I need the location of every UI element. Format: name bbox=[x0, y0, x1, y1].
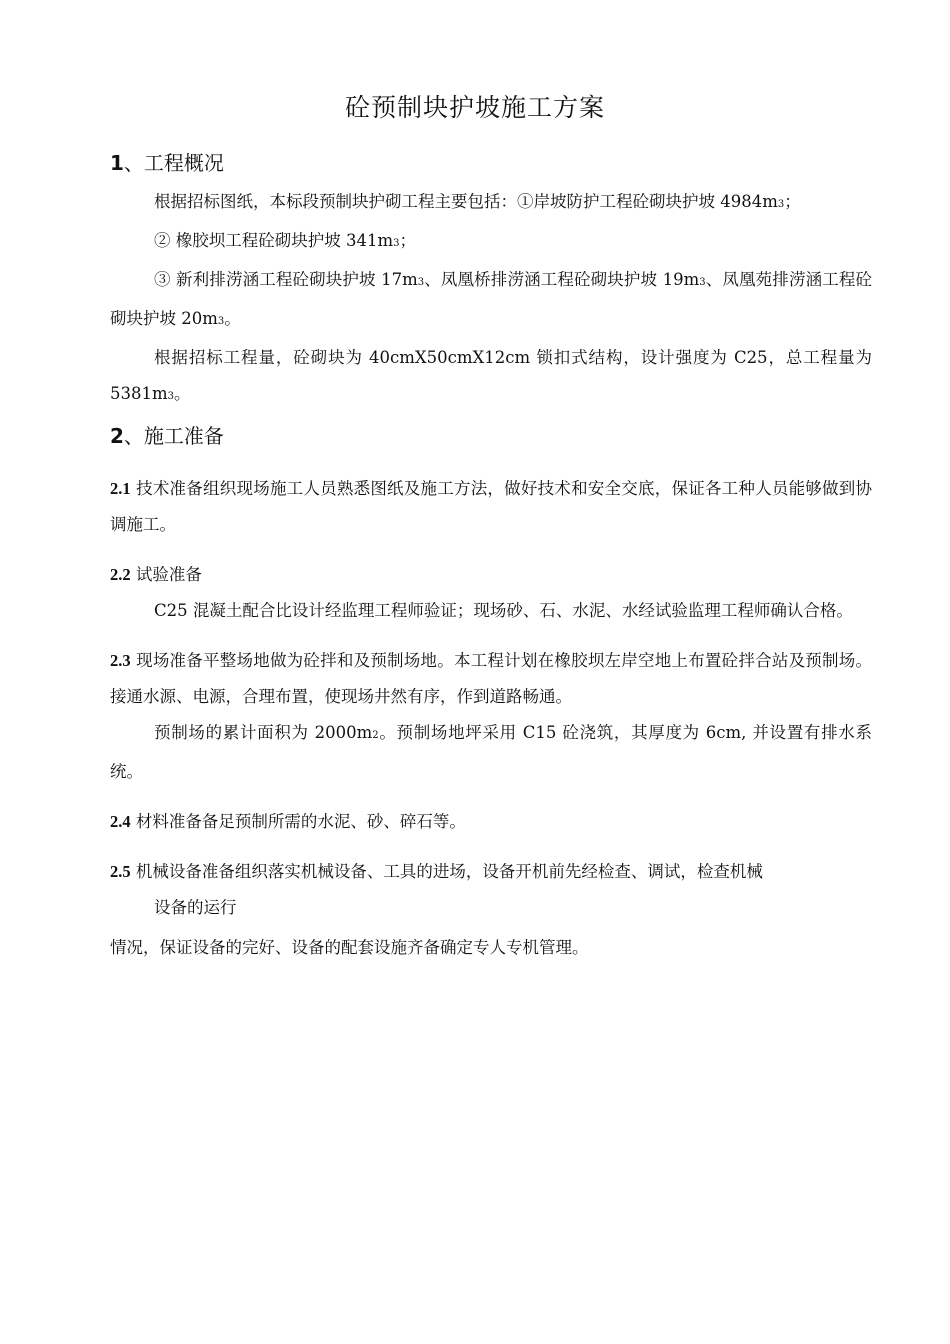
section-2-heading bbox=[110, 419, 872, 453]
item-2-3: 2.3 现场准备平整场地做为砼拌和及预制场地。本工程计划在橡胶坝左岸空地上布置砼拌合站及预制场。接通水源、电源，合理布置，使现场井然有序，作到道路畅通。 bbox=[110, 651, 872, 706]
item-2-5: 2.5 机械设备准备组织落实机械设备、工具的进场，设备开机前先经检查、调试，检查机械 bbox=[110, 862, 763, 881]
section-1-title: 、工程概况 bbox=[123, 151, 224, 175]
item-2-2-body: C25 混凝土配合比设计经监理工程师验证；现场砂、石、水泥、水经试验监理工程师确认合格。 bbox=[154, 601, 853, 620]
section-1-paragraph-4: 根据招标工程量，砼砌块为 40cmX50cmX12cm 锁扣式结构，设计强度为 C25，总工程量为 5381m3。 bbox=[110, 348, 872, 403]
item-2-3-body: 预制场的累计面积为 2000m2。预制场地坪采用 C15 砼浇筑，其厚度为 6cm, 并设置有排水系统。 bbox=[110, 723, 872, 781]
item-2-5-line-3: 情况，保证设备的完好、设备的配套设施齐备确定专人专机管理。 bbox=[110, 938, 589, 957]
item-2-2: 2.2 试验准备 bbox=[110, 565, 202, 584]
section-1-heading bbox=[110, 146, 872, 180]
item-2-1: 2.1 技术准备组织现场施工人员熟悉图纸及施工方法，做好技术和安全交底，保证各工种人员能够做到协调施工。 bbox=[110, 479, 872, 534]
section-1-number: 1 bbox=[110, 151, 124, 175]
section-2-number: 2 bbox=[110, 424, 124, 448]
item-2-4: 2.4 材料准备备足预制所需的水泥、砂、碎石等。 bbox=[110, 812, 466, 831]
section-1-paragraph-1: 根据招标图纸，本标段预制块护砌工程主要包括：①岸坡防护工程砼砌块护坡 4984m3； bbox=[154, 192, 801, 211]
document-body bbox=[110, 146, 872, 966]
item-2-5-line-2: 设备的运行 bbox=[154, 898, 237, 917]
section-1-paragraph-3: ③ 新利排涝涵工程砼砌块护坡 17m3、凤凰桥排涝涵工程砼砌块护坡 19m3、凤凰苑排涝涵工程砼砌块护坡 20m3。 bbox=[110, 270, 873, 328]
section-2-title: 、施工准备 bbox=[123, 424, 224, 448]
section-1-paragraph-2: ② 橡胶坝工程砼砌块护坡 341m3； bbox=[154, 231, 417, 250]
document-title: 砼预制块护坡施工方案 bbox=[344, 93, 605, 122]
